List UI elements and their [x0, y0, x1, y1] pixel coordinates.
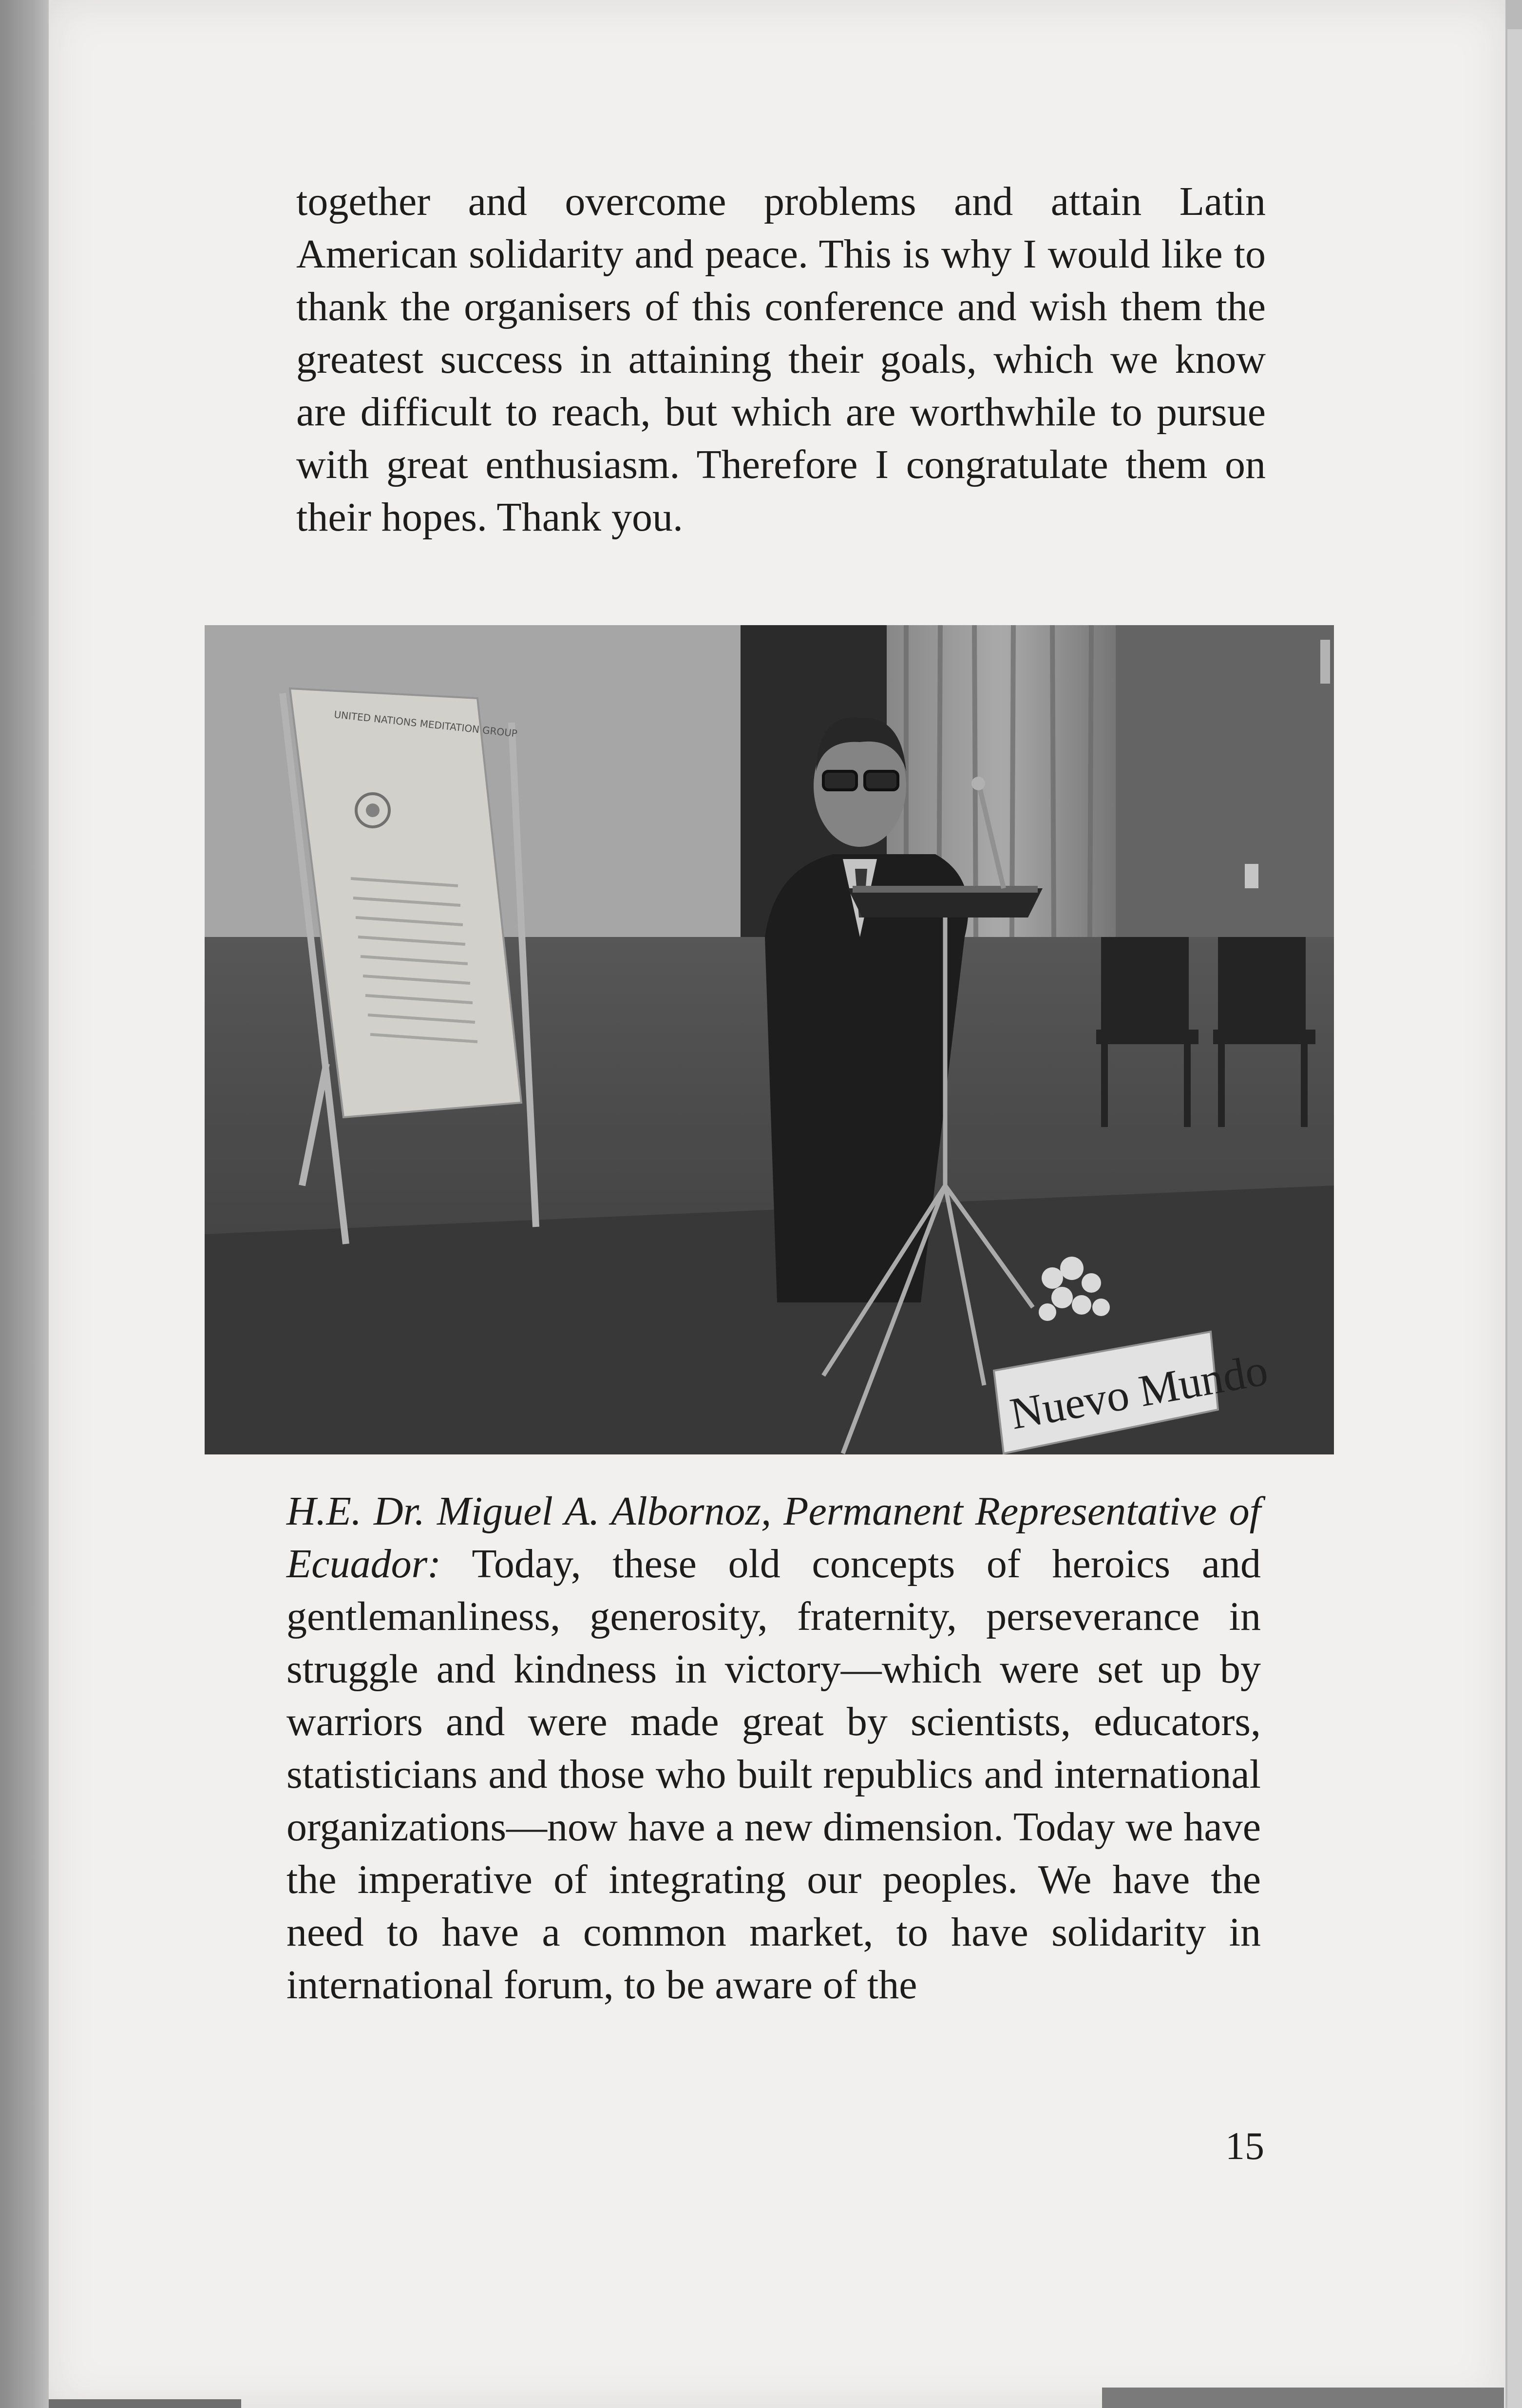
scan-bottom-band-right — [1102, 2388, 1504, 2408]
scan-bottom-band-left — [49, 2399, 241, 2408]
speaker-photo — [205, 625, 1334, 1454]
nuevo-mundo-sign-text: Nuevo Mundo — [1006, 1344, 1272, 1439]
bottom-paragraph — [286, 1485, 1261, 2011]
scan-edge-right — [1507, 29, 1522, 2408]
speaker-label: H.E. Dr. Miguel A. Albornoz, Permanent Representative of Ecuador: — [286, 1489, 1261, 1586]
page-number: 15 — [1225, 2125, 1264, 2168]
scan-edge-left — [0, 0, 49, 2408]
easel-poster-text: UNITED NATIONS MEDITATION GROUP — [333, 708, 518, 740]
bottom-paragraph-body: Today, these old concepts of heroics and gentlemanliness, generosity, fraternity, perseverance in struggle and kindness in victory—which were set up by warriors and were made great by scientists, educators, statisticians and those who built republics and international organizations—now have a new dimension. Today we have the imperative of integrating our peoples. We have the need to have a common market, to have solidarity in international forum, to be aware of the — [286, 1541, 1261, 2007]
top-paragraph: together and overcome problems and attain Latin American solidarity and peace. This is why I would like to thank the organisers of this conference and wish them the greatest success in attaining their goals, which we know are difficult to reach, but which are worthwhile to pursue with great enthusiasm. Therefore I congratulate them on their hopes. Thank you. — [296, 179, 1266, 540]
